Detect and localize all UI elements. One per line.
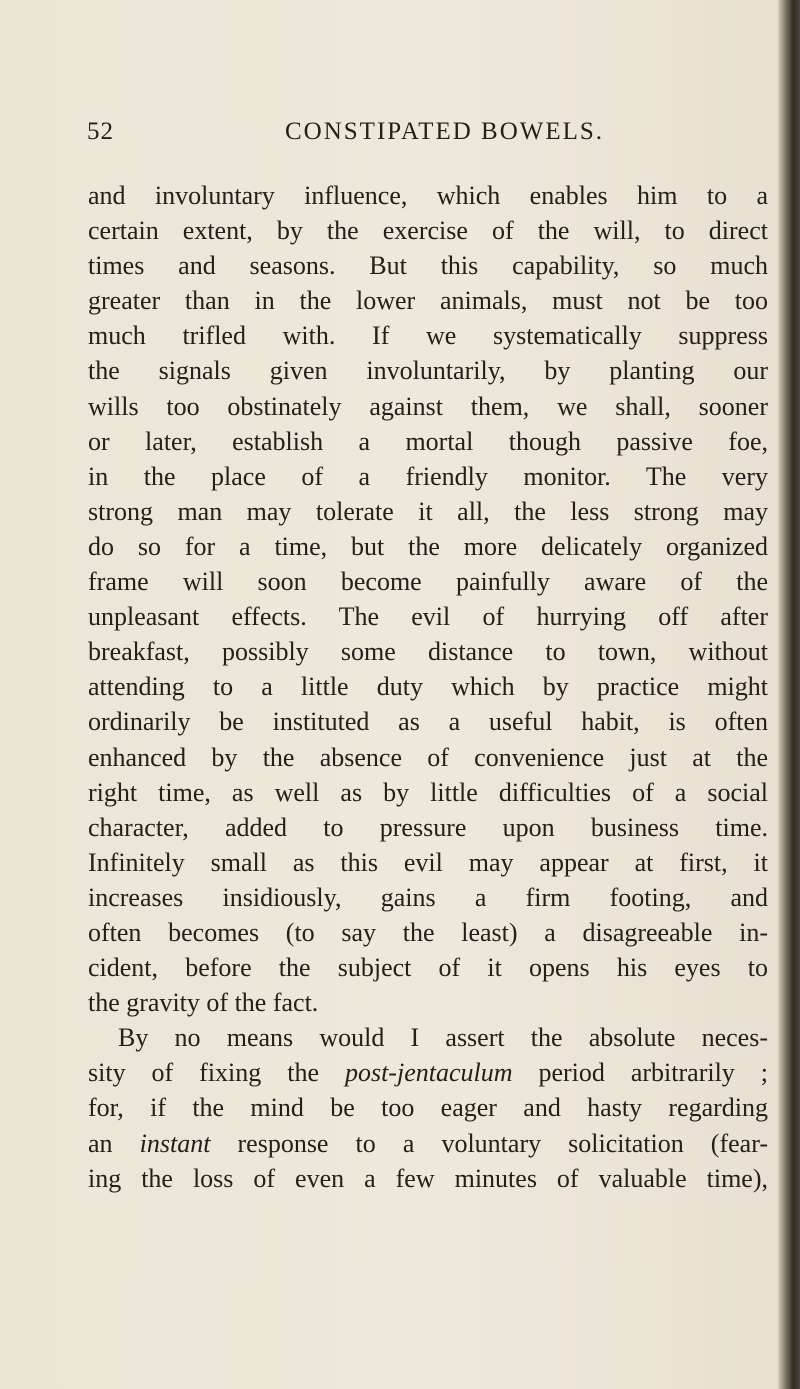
text-line: unpleasant effects. The evil of hurrying off after [88,602,768,632]
page-header [87,118,767,154]
text-line [88,1055,768,1090]
text-line: enhanced by the absence of convenience just at the [88,742,768,772]
italic-term: post-jentaculum [344,1058,513,1088]
page-number: 52 [87,118,114,145]
running-title: CONSTIPATED BOWELS. [285,118,605,145]
text-span: response to a voluntary solicitation (fear- [210,1128,768,1158]
page-edge-shadow [778,0,800,1389]
text-line: the signals given involuntarily, by planting our [88,356,768,386]
text-line: ing the loss of even a few minutes of valuable time), [88,1163,768,1193]
text-line: wills too obstinately against them, we shall, sooner [88,391,768,421]
text-line: attending to a little duty which by practice might [88,672,768,702]
text-line: increases insidiously, gains a firm footing, and [88,882,768,912]
text-line: the gravity of the fact. [88,988,319,1018]
text-line: cident, before the subject of it opens his eyes to [88,953,768,983]
body-text [88,178,768,1196]
text-line: ordinarily be instituted as a useful habit, is often [88,707,768,737]
text-span: sity of fixing the [88,1058,345,1088]
text-line: By no means would I assert the absolute neces- [118,1023,768,1053]
text-line: times and seasons. But this capability, so much [88,251,768,281]
text-line: certain extent, by the exercise of the will, to direct [88,216,768,246]
text-line: frame will soon become painfully aware of the [88,567,768,597]
text-line: character, added to pressure upon business time. [88,812,768,842]
text-line: do so for a time, but the more delicately organized [88,531,768,561]
text-line: strong man may tolerate it all, the less strong may [88,496,768,526]
text-line: right time, as well as by little difficulties of a social [88,777,768,807]
text-line: breakfast, possibly some distance to town, without [88,637,768,667]
text-line [88,1126,768,1161]
italic-term: instant [139,1128,211,1158]
text-line: much trifled with. If we systematically suppress [88,321,768,351]
text-span: period arbitrarily ; [512,1058,768,1088]
text-line: for, if the mind be too eager and hasty regarding [88,1093,768,1123]
text-line: or later, establish a mortal though passive foe, [88,426,768,456]
text-line: in the place of a friendly monitor. The very [88,461,768,491]
text-line: greater than in the lower animals, must not be too [88,286,768,316]
text-span: an [88,1128,140,1158]
text-line: often becomes (to say the least) a disagreeable in- [88,917,768,947]
text-line: and involuntary influence, which enables him to a [88,181,768,210]
text-line: Infinitely small as this evil may appear at first, it [88,847,768,877]
